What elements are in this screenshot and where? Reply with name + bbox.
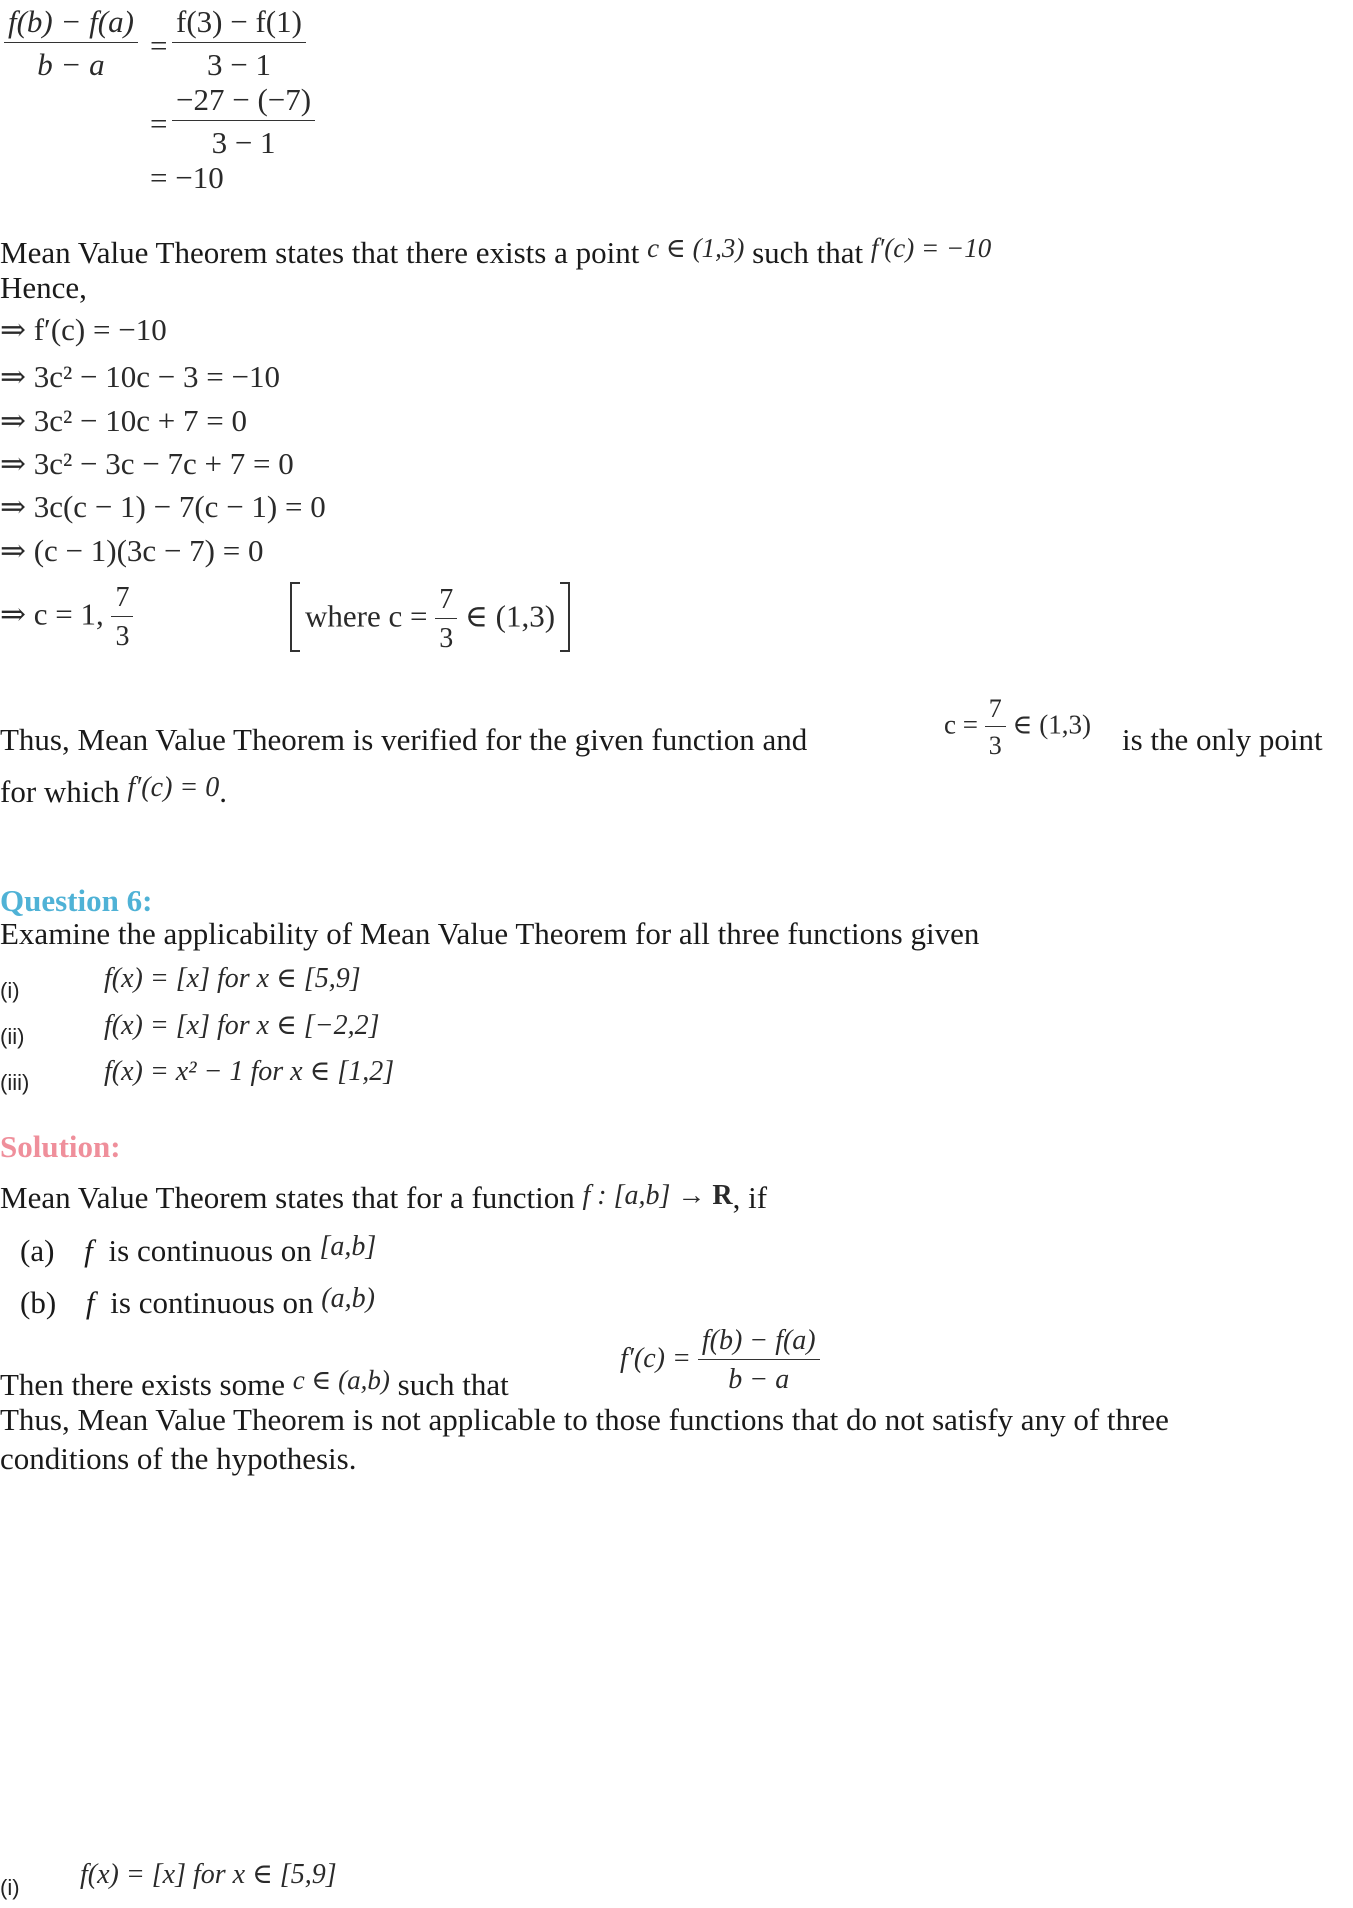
eq2-fraction: $\frac{-27 - (-7)}{3 - 1}$ <box>172 82 315 161</box>
solution-intro: Mean Value Theorem states that for a function f : [a,b] → R, if <box>0 1180 768 1215</box>
conclusion-line-2: for which f′(c) = 0. <box>0 772 228 809</box>
part-i-label: (i) <box>0 1875 20 1900</box>
conclusion-math: c = $\frac{7}{3}$ ∈ (1,3) <box>944 694 1091 760</box>
step-6: ⇒ (c − 1)(3c − 7) = 0 <box>0 533 264 568</box>
step-5: ⇒ 3c(c − 1) − 7(c − 1) = 0 <box>0 489 326 524</box>
question-item-label-ii: (ii) <box>0 1024 25 1049</box>
step-1: ⇒ f′(c) = −10 <box>0 312 167 347</box>
eq3-result: = −10 <box>150 160 224 195</box>
hence-label: Hence, <box>0 270 87 305</box>
then-statement: Then there exists some c ∈ (a,b) such that <box>0 1365 509 1402</box>
question-prompt: Examine the applicability of Mean Value Theorem for all three functions given <box>0 916 980 951</box>
equals-sign-2: = <box>150 106 168 141</box>
mvt-statement-line: Mean Value Theorem states that there exists a point c ∈ (1,3) such that f′(c) = −10 <box>0 233 992 270</box>
conclusion-line-1-end: is the only point <box>1122 722 1323 757</box>
condition-b: (b) f is continuous on (a,b) <box>20 1283 375 1320</box>
question-heading: Question 6: <box>0 883 153 918</box>
mvt-ratio-derivation <box>4 4 138 83</box>
step-4: ⇒ 3c² − 3c − 7c + 7 = 0 <box>0 446 294 481</box>
mvt-formula: f′(c) = $\frac{f(b) - f(a)}{b - a}$ <box>620 1325 820 1396</box>
condition-a: (a) f is continuous on [a,b] <box>20 1231 377 1268</box>
eq1-fraction: $\frac{f(3) - f(1)}{3 - 1}$ <box>172 4 306 83</box>
question-item-i: f(x) = [x] for x ∈ [5,9] <box>104 963 361 994</box>
where-clause: where c = $\frac{7}{3}$ ∈ (1,3) <box>305 584 556 654</box>
question-item-label-i: (i) <box>0 978 20 1003</box>
question-item-label-iii: (iii) <box>0 1070 30 1095</box>
solution-heading: Solution: <box>0 1129 121 1164</box>
equals-sign: = <box>150 28 168 63</box>
lhs-fraction: $\frac{f(b) - f(a)}{b - a}$ <box>4 4 138 83</box>
step-final: ⇒ c = 1, $\frac{7}{3}$ <box>0 582 133 653</box>
conclusion-line-1: Thus, Mean Value Theorem is verified for the given function and <box>0 722 808 757</box>
question-item-ii: f(x) = [x] for x ∈ [−2,2] <box>104 1010 380 1041</box>
thus-line-1: Thus, Mean Value Theorem is not applicable to those functions that do not satisfy any of three <box>0 1402 1169 1437</box>
step-2: ⇒ 3c² − 10c − 3 = −10 <box>0 359 280 394</box>
thus-line-2: conditions of the hypothesis. <box>0 1441 357 1476</box>
question-item-iii: f(x) = x² − 1 for x ∈ [1,2] <box>104 1056 395 1087</box>
part-i-expr: f(x) = [x] for x ∈ [5,9] <box>80 1859 337 1890</box>
step-3: ⇒ 3c² − 10c + 7 = 0 <box>0 403 247 438</box>
